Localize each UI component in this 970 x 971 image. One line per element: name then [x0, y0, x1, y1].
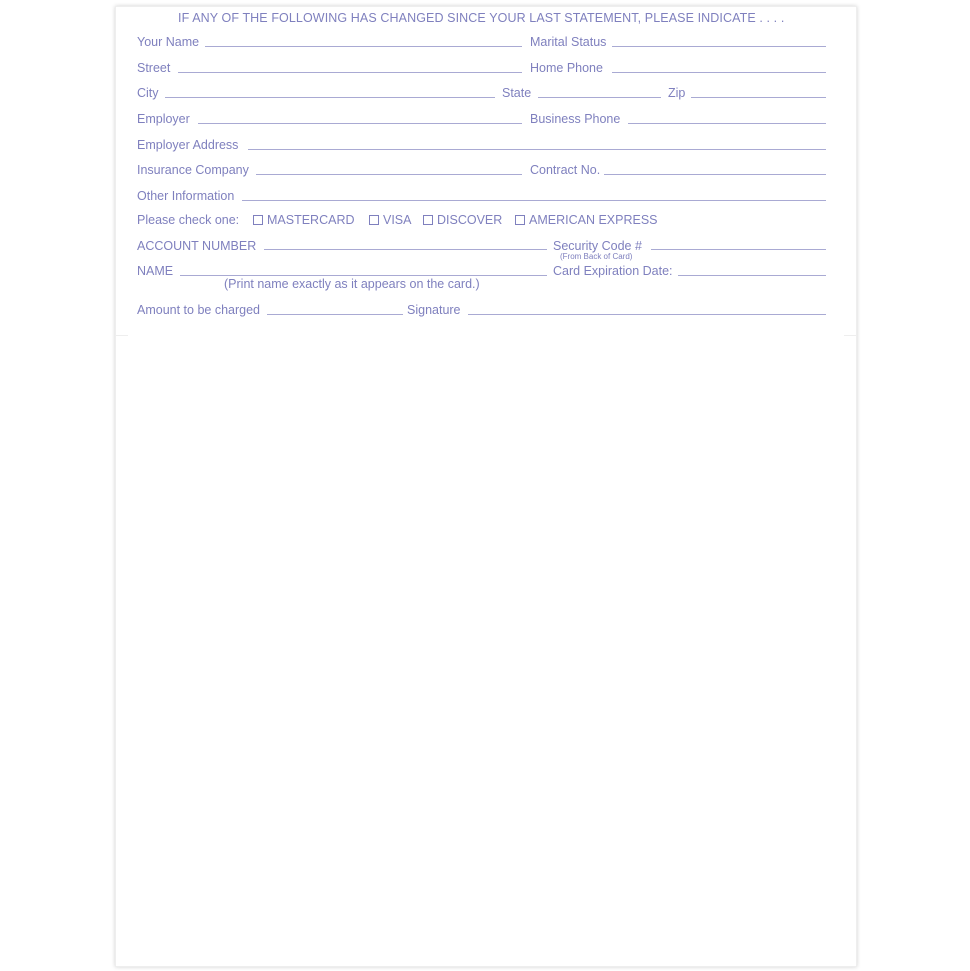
security-code-note: (From Back of Card)	[560, 252, 633, 261]
home-phone-label: Home Phone	[530, 61, 603, 75]
form-heading: IF ANY OF THE FOLLOWING HAS CHANGED SINCE YOUR LAST STATEMENT, PLEASE INDICATE . . . .	[178, 11, 785, 25]
other-information-field[interactable]	[242, 200, 826, 201]
street-label: Street	[137, 61, 171, 75]
zip-label: Zip	[668, 86, 686, 100]
zip-field[interactable]	[691, 97, 826, 98]
contract-no-label: Contract No.	[530, 163, 601, 177]
account-number-field[interactable]	[264, 249, 547, 250]
visa-option[interactable]	[369, 213, 412, 227]
employer-address-field[interactable]	[248, 149, 826, 150]
american-express-option[interactable]	[515, 213, 658, 227]
employer-address-label: Employer Address	[137, 138, 239, 152]
print-name-note: (Print name exactly as it appears on the card.)	[224, 277, 480, 291]
discover-checkbox[interactable]	[423, 215, 433, 225]
your-name-label: Your Name	[137, 35, 200, 49]
visa-label: VISA	[383, 213, 412, 227]
business-phone-label: Business Phone	[530, 112, 621, 126]
discover-label: DISCOVER	[437, 213, 503, 227]
check-one-label: Please check one:	[137, 213, 240, 227]
mastercard-label: MASTERCARD	[267, 213, 355, 227]
american-express-label: AMERICAN EXPRESS	[529, 213, 658, 227]
insurance-company-field[interactable]	[256, 174, 522, 175]
card-name-label: NAME	[137, 264, 174, 278]
home-phone-field[interactable]	[612, 72, 826, 73]
signature-label: Signature	[407, 303, 461, 317]
visa-checkbox[interactable]	[369, 215, 379, 225]
mastercard-option[interactable]	[253, 213, 355, 227]
insurance-company-label: Insurance Company	[137, 163, 249, 177]
employer-field[interactable]	[198, 123, 522, 124]
employer-label: Employer	[137, 112, 190, 126]
discover-option[interactable]	[423, 213, 502, 227]
street-field[interactable]	[178, 72, 522, 73]
marital-status-label: Marital Status	[530, 35, 607, 49]
contract-no-field[interactable]	[604, 174, 826, 175]
card-name-field[interactable]	[180, 275, 547, 276]
amount-label: Amount to be charged	[137, 303, 260, 317]
account-number-label: ACCOUNT NUMBER	[137, 239, 257, 253]
mastercard-checkbox[interactable]	[253, 215, 263, 225]
amount-field[interactable]	[267, 314, 403, 315]
business-phone-field[interactable]	[628, 123, 826, 124]
state-label: State	[502, 86, 532, 100]
state-field[interactable]	[538, 97, 661, 98]
marital-status-field[interactable]	[612, 46, 826, 47]
city-label: City	[137, 86, 159, 100]
your-name-field[interactable]	[205, 46, 522, 47]
city-field[interactable]	[165, 97, 495, 98]
security-code-label: Security Code #	[553, 239, 642, 253]
signature-field[interactable]	[468, 314, 826, 315]
security-code-field[interactable]	[651, 249, 826, 250]
other-information-label: Other Information	[137, 189, 235, 203]
card-expiration-label: Card Expiration Date:	[553, 264, 673, 278]
card-expiration-field[interactable]	[678, 275, 826, 276]
perforation-line	[116, 335, 856, 336]
american-express-checkbox[interactable]	[515, 215, 525, 225]
